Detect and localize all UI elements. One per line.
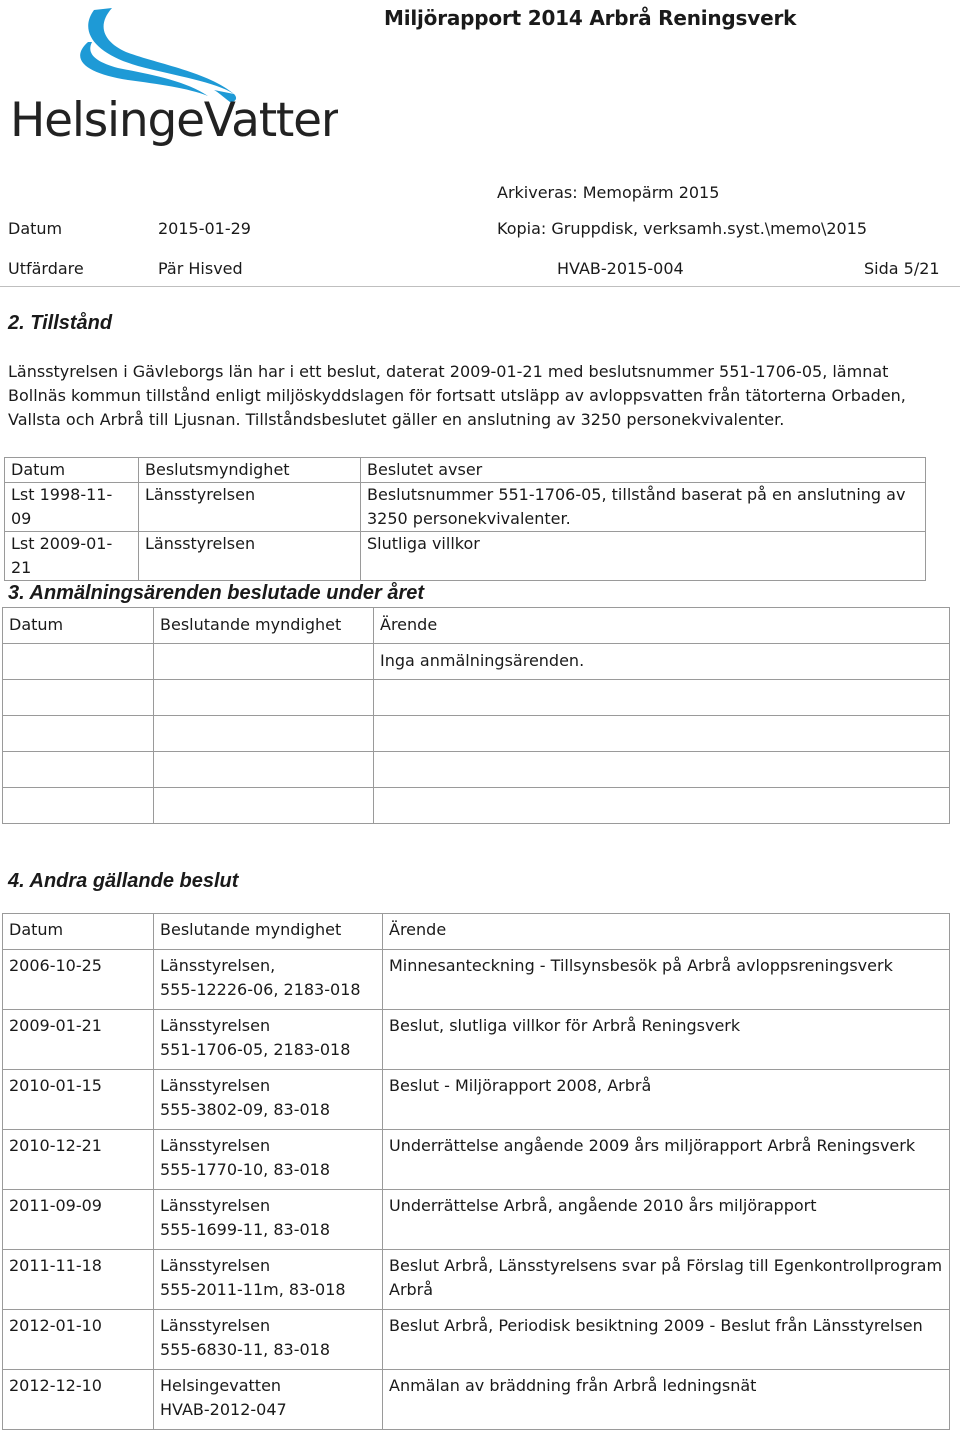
- document-title: Miljörapport 2014 Arbrå Reningsverk: [384, 6, 797, 30]
- table-row: [3, 644, 950, 680]
- table-cell: [3, 644, 154, 680]
- decision-authority: [154, 1250, 383, 1310]
- table-cell: [154, 716, 374, 752]
- table-cell: Lst 2009-01-21: [5, 532, 139, 581]
- table-row: [3, 1010, 950, 1070]
- table-cell: [374, 752, 950, 788]
- table-cell: [3, 716, 154, 752]
- helsingevatten-logo: [8, 2, 338, 152]
- decision-date: 2006-10-25: [3, 950, 154, 1010]
- column-header: Ärende: [374, 608, 950, 644]
- authority-name: Helsingevatten: [160, 1376, 282, 1395]
- case-number: 555-6830-11, 83-018: [160, 1340, 331, 1359]
- decision-matter: Underrättelse Arbrå, angående 2010 års miljörapport: [383, 1190, 950, 1250]
- table-cell: [154, 680, 374, 716]
- table-cell: [154, 788, 374, 824]
- authority-name: Länsstyrelsen: [160, 1136, 271, 1155]
- table-cell: [154, 752, 374, 788]
- other-decisions-table: [2, 913, 950, 1430]
- case-number: 551-1706-05, 2183-018: [160, 1040, 351, 1059]
- table-row: [5, 483, 926, 532]
- decision-authority: [154, 1130, 383, 1190]
- table-cell: [374, 788, 950, 824]
- column-header: Datum: [5, 458, 139, 483]
- column-header: Beslutet avser: [361, 458, 926, 483]
- table-cell: Beslutsnummer 551-1706-05, tillstånd baserat på en anslutning av 3250 personekvivalenter.: [361, 483, 926, 532]
- table-cell: [3, 680, 154, 716]
- table-row: [5, 532, 926, 581]
- section-2-heading: 2. Tillstånd: [8, 312, 113, 334]
- decision-date: 2010-12-21: [3, 1130, 154, 1190]
- decision-date: 2011-11-18: [3, 1250, 154, 1310]
- decision-authority: [154, 1070, 383, 1130]
- table-row: [3, 1250, 950, 1310]
- column-header: Beslutsmyndighet: [139, 458, 361, 483]
- table-cell: Länsstyrelsen: [139, 532, 361, 581]
- decision-authority: [154, 950, 383, 1010]
- archive-note: Arkiveras: Memopärm 2015: [497, 183, 720, 202]
- table-row: [3, 752, 950, 788]
- decision-matter: Underrättelse angående 2009 års miljörapport Arbrå Reningsverk: [383, 1130, 950, 1190]
- case-number: 555-2011-11m, 83-018: [160, 1280, 346, 1299]
- decision-authority: [154, 1010, 383, 1070]
- authority-name: Länsstyrelsen: [160, 1196, 271, 1215]
- issuer-value: Pär Hisved: [158, 259, 243, 278]
- table-row: [3, 1130, 950, 1190]
- permit-table: [4, 457, 926, 581]
- decision-authority: [154, 1190, 383, 1250]
- decision-authority: [154, 1310, 383, 1370]
- table-header-row: [3, 608, 950, 644]
- notification-table: [2, 607, 950, 824]
- table-row: [3, 1370, 950, 1430]
- case-number: HVAB-2012-047: [160, 1400, 287, 1419]
- column-header: Beslutande myndighet: [154, 914, 383, 950]
- decision-date: 2009-01-21: [3, 1010, 154, 1070]
- section-2-paragraph: Länsstyrelsen i Gävleborgs län har i ett beslut, daterat 2009-01-21 med beslutsnummer 551-1706-05, lämnat Bollnäs kommun tillstånd enligt miljöskyddslagen för fortsatt utsläpp av avloppsvatten från tätorterna Orbaden, Vallsta och Arbrå till Ljusnan. Tillståndsbeslutet gäller en anslutning av 3250 personekvivalenter.: [8, 362, 906, 429]
- water-swoosh-icon: [8, 2, 338, 152]
- table-cell: Slutliga villkor: [361, 532, 926, 581]
- decision-date: 2012-12-10: [3, 1370, 154, 1430]
- decision-date: 2010-01-15: [3, 1070, 154, 1130]
- table-cell: [374, 680, 950, 716]
- column-header: Beslutande myndighet: [154, 608, 374, 644]
- table-cell: Lst 1998-11-09: [5, 483, 139, 532]
- section-4-heading: 4. Andra gällande beslut: [8, 870, 239, 892]
- table-cell: [374, 716, 950, 752]
- column-header: Datum: [3, 608, 154, 644]
- table-header-row: [3, 914, 950, 950]
- reference-number: HVAB-2015-004: [557, 259, 684, 278]
- section-3-heading: 3. Anmälningsärenden beslutade under året: [8, 582, 425, 604]
- svg-text:HelsingeVatten: HelsingeVatten: [10, 93, 338, 148]
- table-row: [3, 1070, 950, 1130]
- decision-matter: Beslut Arbrå, Periodisk besiktning 2009 - Beslut från Länsstyrelsen: [383, 1310, 950, 1370]
- case-number: 555-1770-10, 83-018: [160, 1160, 331, 1179]
- table-row: [3, 716, 950, 752]
- column-header: Ärende: [383, 914, 950, 950]
- page-number: Sida 5/21: [864, 259, 940, 278]
- authority-name: Länsstyrelsen,: [160, 956, 276, 975]
- table-row: [3, 1310, 950, 1370]
- table-cell: Inga anmälningsärenden.: [374, 644, 950, 680]
- decision-authority: [154, 1370, 383, 1430]
- table-row: [3, 950, 950, 1010]
- authority-name: Länsstyrelsen: [160, 1256, 271, 1275]
- table-row: [3, 788, 950, 824]
- date-value: 2015-01-29: [158, 219, 251, 238]
- authority-name: Länsstyrelsen: [160, 1316, 271, 1335]
- case-number: 555-3802-09, 83-018: [160, 1100, 331, 1119]
- header-divider: [0, 286, 960, 287]
- decision-matter: Beslut Arbrå, Länsstyrelsens svar på Förslag till Egenkontrollprogram Arbrå: [383, 1250, 950, 1310]
- column-header: Datum: [3, 914, 154, 950]
- decision-matter: Minnesanteckning - Tillsynsbesök på Arbrå avloppsreningsverk: [383, 950, 950, 1010]
- decision-matter: Beslut - Miljörapport 2008, Arbrå: [383, 1070, 950, 1130]
- table-cell: [154, 644, 374, 680]
- decision-date: 2011-09-09: [3, 1190, 154, 1250]
- table-header-row: [5, 458, 926, 483]
- table-cell: [3, 752, 154, 788]
- table-row: [3, 680, 950, 716]
- table-row: [3, 1190, 950, 1250]
- authority-name: Länsstyrelsen: [160, 1016, 271, 1035]
- date-label: Datum: [8, 219, 63, 238]
- decision-date: 2012-01-10: [3, 1310, 154, 1370]
- decision-matter: Anmälan av bräddning från Arbrå ledningsnät: [383, 1370, 950, 1430]
- case-number: 555-1699-11, 83-018: [160, 1220, 331, 1239]
- copy-note: Kopia: Gruppdisk, verksamh.syst.\memo\2015: [497, 219, 868, 238]
- case-number: 555-12226-06, 2183-018: [160, 980, 361, 999]
- decision-matter: Beslut, slutliga villkor för Arbrå Reningsverk: [383, 1010, 950, 1070]
- authority-name: Länsstyrelsen: [160, 1076, 271, 1095]
- table-cell: Länsstyrelsen: [139, 483, 361, 532]
- table-cell: [3, 788, 154, 824]
- issuer-label: Utfärdare: [8, 259, 84, 278]
